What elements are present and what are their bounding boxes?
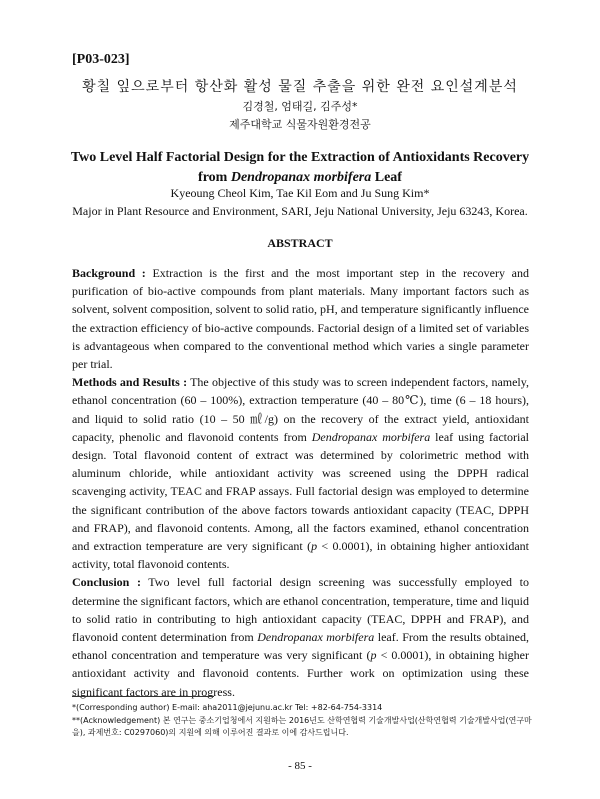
footnote-acknowledgement: **(Acknowledgement) 본 연구는 중소기업청에서 지원하는 2016년도 산학연협력 기술개발사업(산학연협력 기술개발사업(연구마을), 과제번호: C0297060)의 지원에 의해 이루어진 결과로 이에 감사드립니다. <box>72 716 532 737</box>
methods-text-1: The objective of this study was to screen independent factors, namely, ethanol concentration (60 – 100%), extraction temperature (40 – 80℃), time (6 – 18 hours), and liquid to solid ratio (10 – 50 ㎖/g) on the recovery of the extract yield, antioxidant capacity, phenolic and flavonoid contents from <box>72 375 529 444</box>
conclusion-p-symbol: p <box>370 648 377 663</box>
background-paragraph <box>72 264 529 373</box>
conclusion-paragraph <box>72 573 529 700</box>
background-text: Extraction is the first and the most important step in the recovery and purification of bio-active compounds from plant materials. Many important factors such as solvent, solvent composition, solvent to solid ratio, pH, and temperature significantly influence the extraction efficiency of bio-active compounds. Factorial design of a limited set of variables is advantageous when compared to the conventional method which varies a single parameter per trial. <box>72 266 529 372</box>
footnote-divider <box>72 696 214 697</box>
abstract-heading: ABSTRACT <box>267 236 333 250</box>
conclusion-text-1: Two level full factorial design screening was successfully employed to determine the significant factors, which are ethanol concentration, temperature, time and liquid to solid ratio in contributing to high antioxidant capacity (TEAC, DPPH and FRAP), and flavonoid content determination from <box>72 575 529 645</box>
korean-title: 황칠 잎으로부터 항산화 활성 물질 추출을 위한 완전 요인설계분석 <box>82 79 518 95</box>
methods-text-3: < 0.0001), in obtaining higher antioxidant activity, total flavonoid contents. <box>72 539 529 572</box>
english-title-line2-post: Leaf <box>371 170 402 185</box>
background-label: Background : <box>72 266 146 280</box>
english-authors: Kyeoung Cheol Kim, Tae Kil Eom and Ju Sung Kim* <box>170 186 430 200</box>
methods-species: Dendropanax morbifera <box>311 429 431 444</box>
english-title <box>60 148 540 188</box>
page-number: - 85 - <box>288 760 312 772</box>
methods-text-2: leaf using factorial design. Total flavonoid content of extract was determined by colorimetric method with aluminum chloride, while antioxidant activity was screened using the DPPH radical scavenging activity, TEAC and FRAP assays. Full factorial design was employed to determine the significant contribution of the above factors towards antioxidant capacity (TEAC, DPPH and FRAP), and flavonoid contents. Among, all the factors examined, ethanol concentration and extraction temperature are very significant ( <box>72 429 529 554</box>
english-title-species: Dendropanax morbifera <box>230 170 372 185</box>
poster-code: [P03-023] <box>72 52 130 67</box>
conclusion-text-3: < 0.0001), in obtaining higher antioxidant activity and flavonoid contents. Further work on optimization using these significant factors are in progress. <box>72 648 529 699</box>
abstract-body <box>72 264 529 701</box>
korean-authors: 김경철, 엄태길, 김주성* <box>242 100 358 113</box>
methods-paragraph <box>72 373 529 573</box>
english-affiliation: Major in Plant Resource and Environment, SARI, Jeju National University, Jeju 63243, Korea. <box>72 204 528 218</box>
english-title-line2-pre: from <box>198 170 231 185</box>
conclusion-label: Conclusion : <box>72 575 141 590</box>
english-title-line1: Two Level Half Factorial Design for the Extraction of Antioxidants Recovery <box>70 150 530 165</box>
conclusion-text-2: leaf. From the results obtained, ethanol concentration and temperature was very significant ( <box>72 630 530 663</box>
methods-label: Methods and Results : <box>72 375 188 390</box>
conclusion-species: Dendropanax morbifera <box>257 630 375 645</box>
methods-p-symbol: p <box>311 539 318 554</box>
footnote-corresponding-author: *(Corresponding author) E-mail: aha2011@jejunu.ac.kr Tel: +82-64-754-3314 <box>72 703 383 712</box>
korean-affiliation: 제주대학교 식물자원환경전공 <box>229 118 371 131</box>
